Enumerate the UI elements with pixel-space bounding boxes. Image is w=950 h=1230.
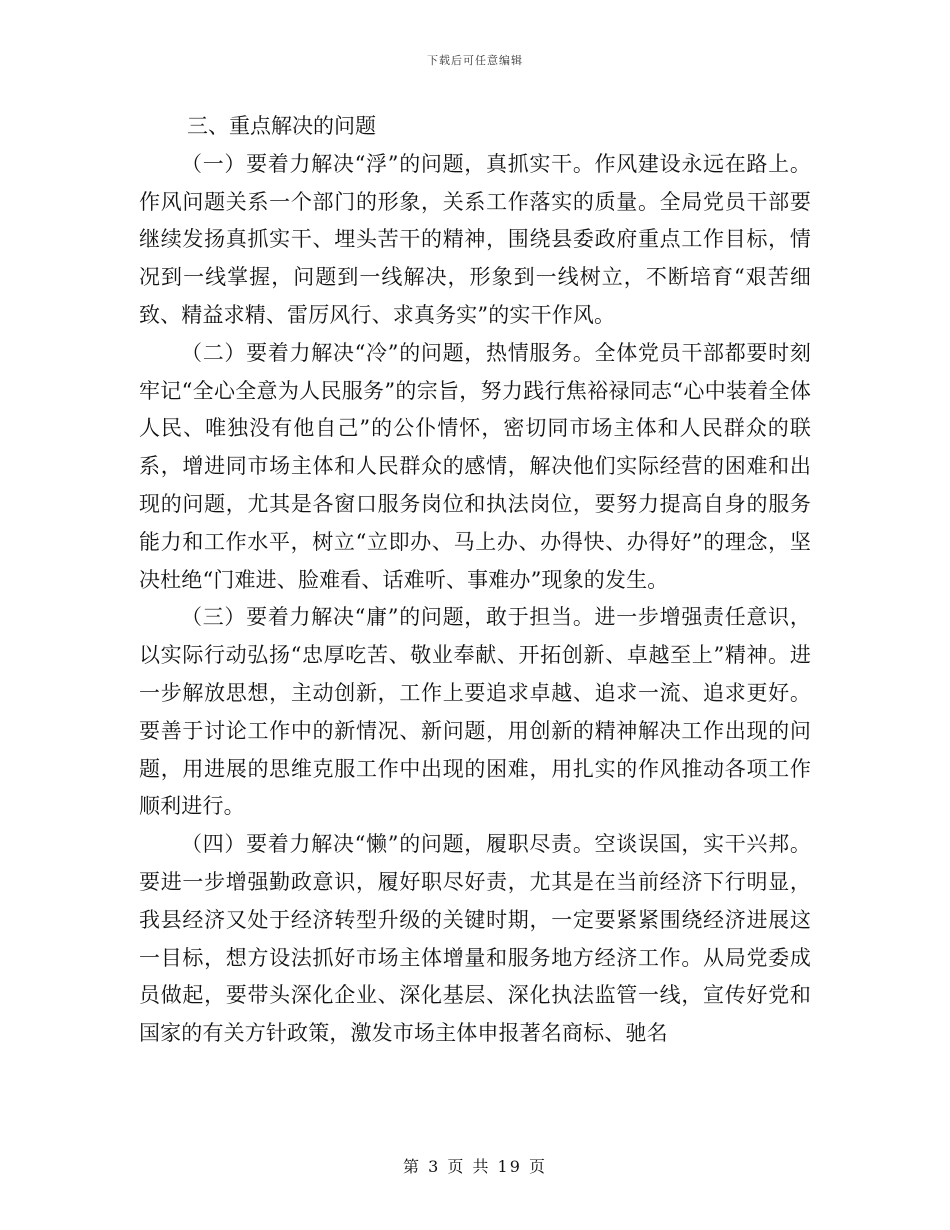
paragraph-2: （二）要着力解决“冷”的问题，热情服务。全体党员干部都要时刻牢记“全心全意为人民服务”的宗旨，努力践行焦裕禄同志“心中装着全体人民、唯独没有他自己”的公仆情怀，密切同市场主体和人民群众的联系，增进同市场主体和人民群众的感情，解决他们实际经营的困难和出现的问题，尤其是各窗口服务岗位和执法岗位，要努力提高自身的服务能力和工作水平，树立“立即办、马上办、办得快、办得好”的理念，坚决杜绝“门难进、脸难看、话难听、事难办”现象的发生。 [139, 340, 811, 592]
paragraph-4: （四）要着力解决“懒”的问题，履职尽责。空谈误国，实干兴邦。要进一步增强勤政意识，履好职尽好责，尤其是在当前经济下行明显，我县经济又处于经济转型升级的关键时期，一定要紧紧围绕经济进展这一目标，想方设法抓好市场主体增量和服务地方经济工作。从局党委成员做起，要带头深化企业、深化基层、深化执法监管一线，宣传好党和国家的有关方针政策，激发市场主体申报著名商标、驰名 [139, 832, 811, 1046]
document-body [139, 108, 811, 1053]
page-number-footer: 第 3 页 共 19 页 [403, 1157, 547, 1176]
header-note: 下载后可任意编辑 [427, 54, 523, 67]
paragraph-3: （三）要着力解决“庸”的问题，敢于担当。进一步增强责任意识，以实际行动弘扬“忠厚吃苦、敬业奉献、开拓创新、卓越至上”精神。进一步解放思想，主动创新，工作上要追求卓越、追求一流、追求更好。要善于讨论工作中的新情况、新问题，用创新的精神解决工作出现的问题，用进展的思维克服工作中出现的困难，用扎实的作风推动各项工作顺利进行。 [139, 605, 811, 819]
section-heading: 三、重点解决的问题 [187, 114, 376, 138]
paragraph-1: （一）要着力解决“浮”的问题，真抓实干。作风建设永远在路上。作风问题关系一个部门的形象，关系工作落实的质量。全局党员干部要继续发扬真抓实干、埋头苦干的精神，围绕县委政府重点工作目标，情况到一线掌握，问题到一线解决，形象到一线树立，不断培育“艰苦细致、精益求精、雷厉风行、求真务实”的实干作风。 [139, 151, 811, 327]
